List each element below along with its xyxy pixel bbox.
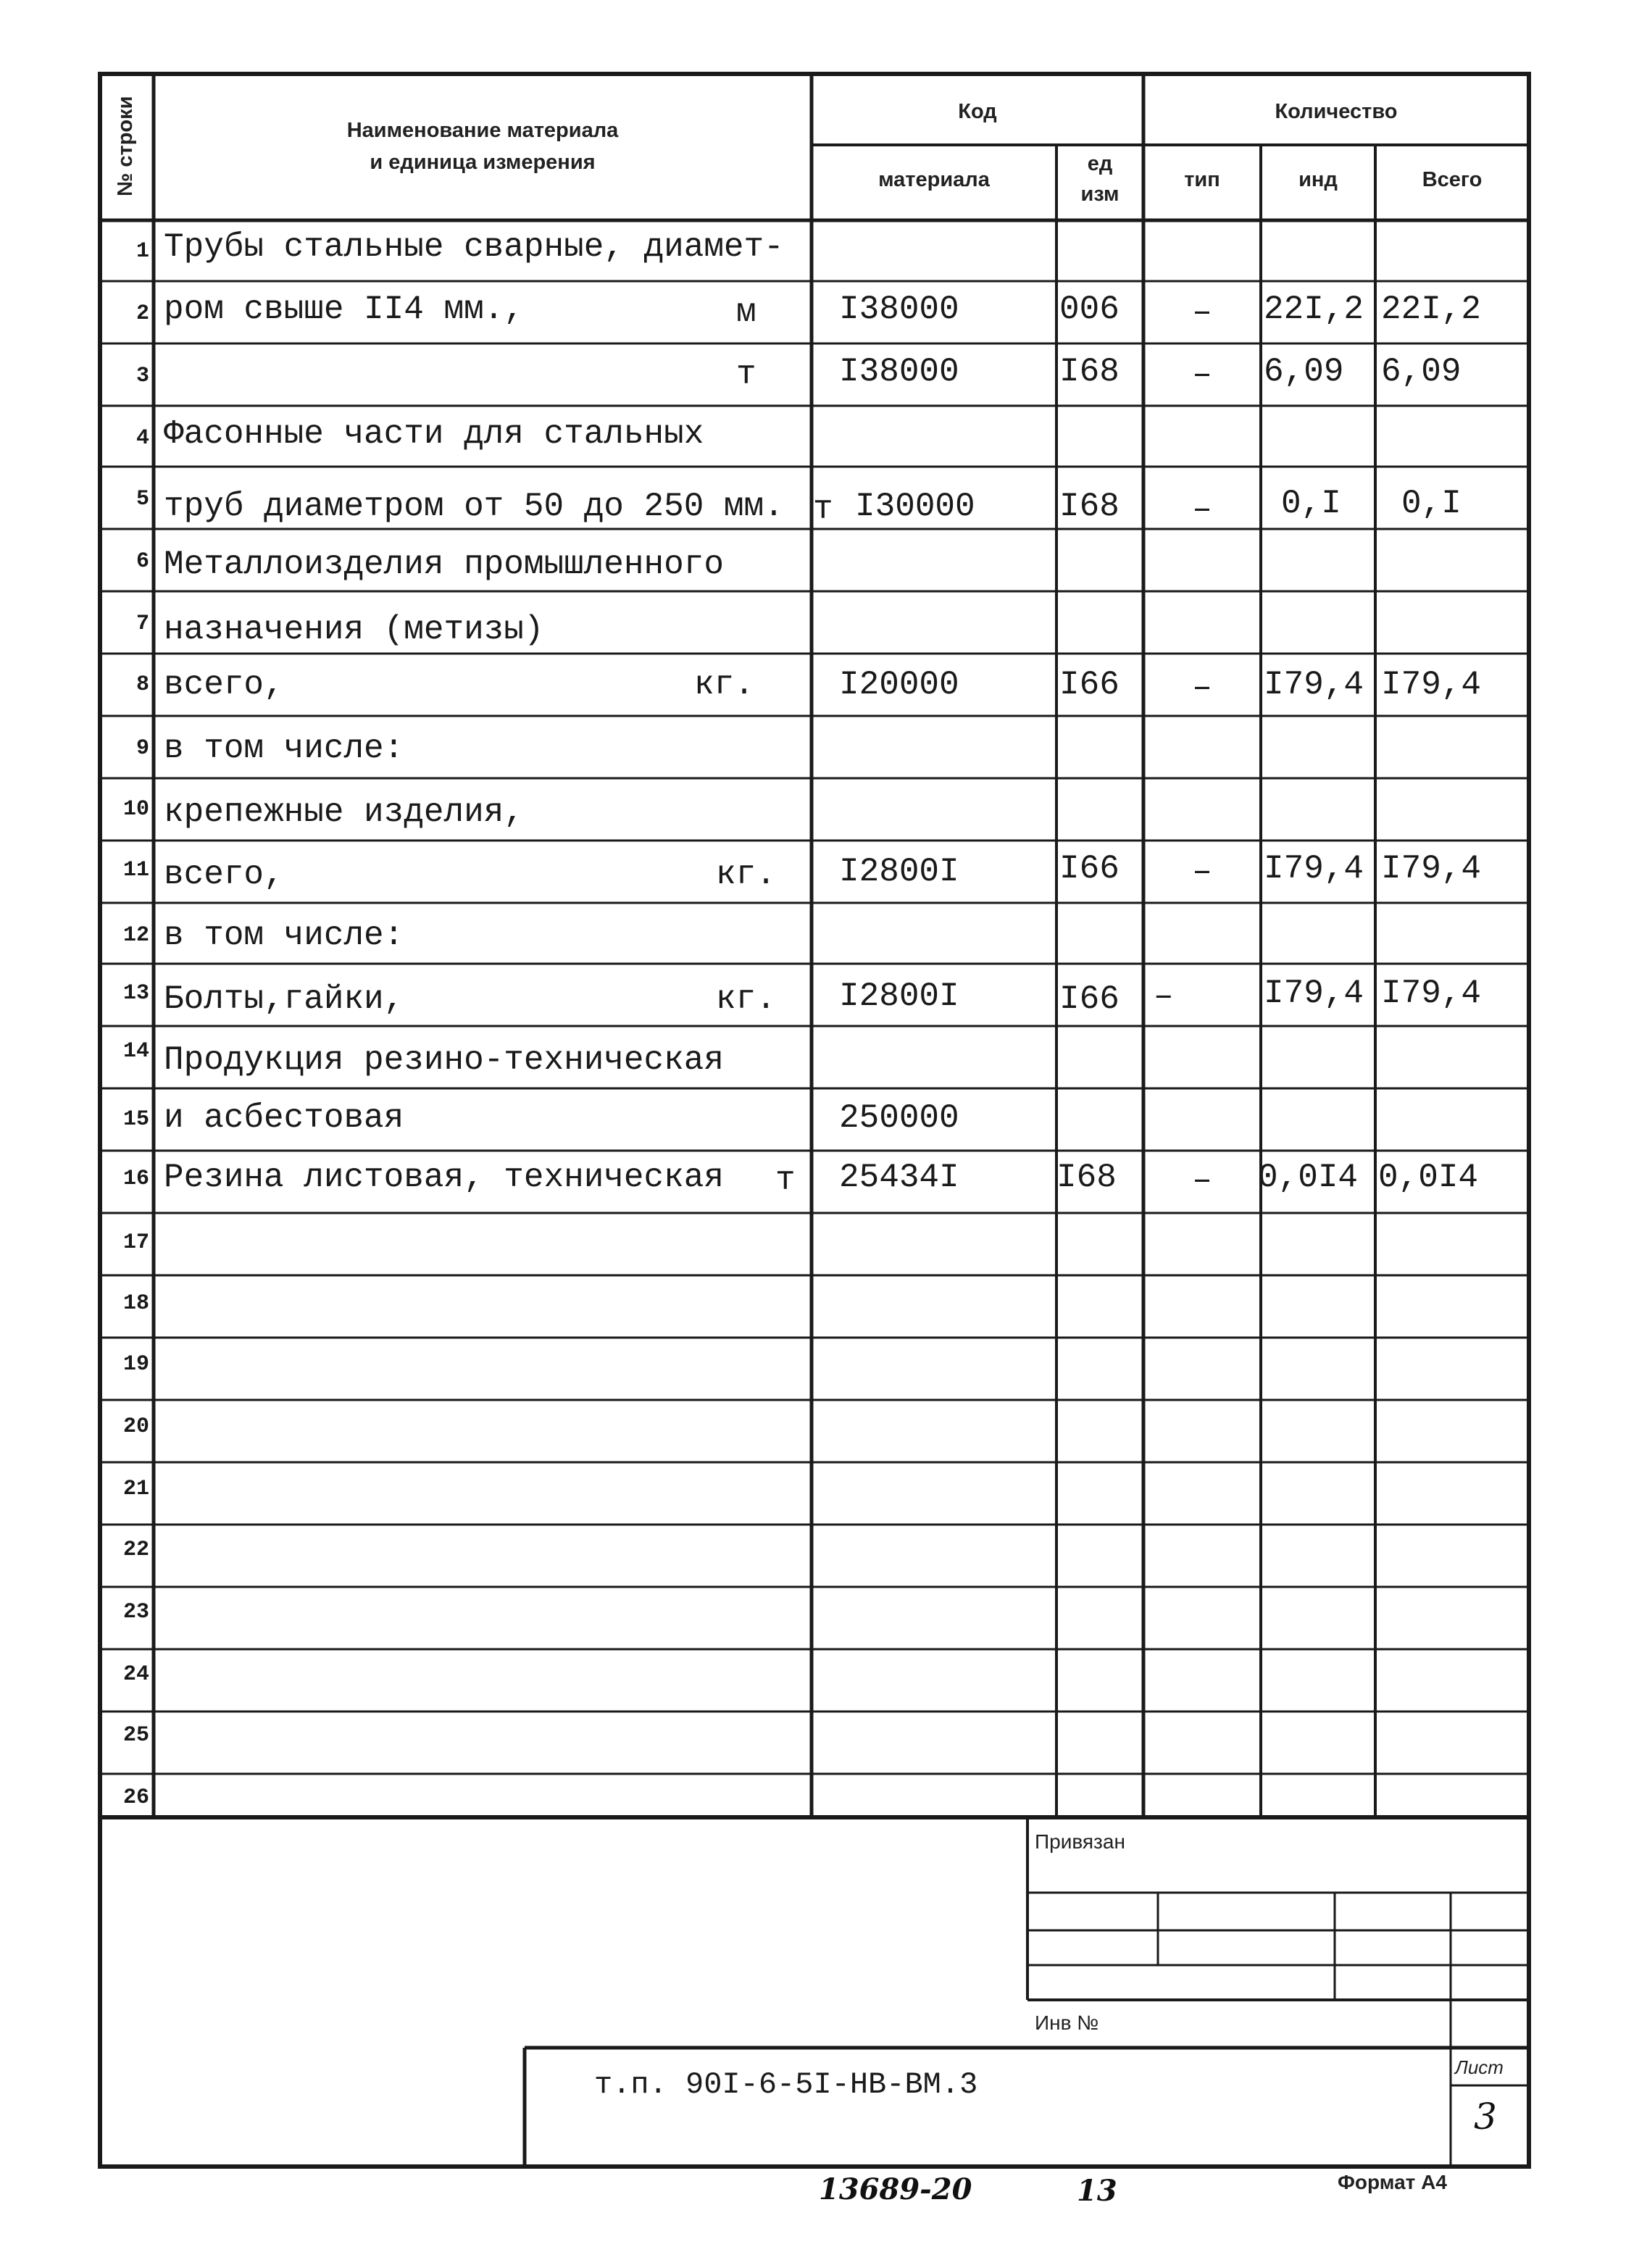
row-number: 12 [122, 923, 149, 948]
unit-code: I66 [1059, 980, 1120, 1018]
row-number: 14 [122, 1039, 149, 1064]
row-number: 26 [122, 1785, 149, 1810]
row-number: 15 [122, 1107, 149, 1132]
row-number: 10 [122, 797, 149, 822]
row-number: 13 [122, 981, 149, 1006]
qty-type: – [1192, 853, 1212, 891]
material-name: Металлоизделия промышленного [164, 546, 724, 583]
qty-total: I79,4 [1381, 666, 1482, 704]
material-name: труб диаметром от 50 до 250 мм. [164, 488, 784, 525]
material-unit: т [775, 1162, 796, 1199]
material-code: I38000 [839, 291, 959, 328]
row-number: 11 [122, 858, 149, 883]
code-unit-header-line1: ед [1087, 152, 1113, 175]
qty-type: – [1192, 1162, 1212, 1199]
material-name: всего, [164, 666, 284, 704]
qty-total: 0,I [1401, 485, 1462, 522]
material-code: I20000 [839, 666, 959, 704]
material-name: в том числе: [164, 917, 404, 954]
format-label: Формат А4 [1338, 2171, 1447, 2193]
qty-ind: 0,I [1281, 485, 1341, 522]
unit-code: I66 [1059, 850, 1120, 888]
material-unit: т [736, 356, 756, 393]
sheet-number: 3 [1474, 2096, 1497, 2138]
qty-ind: I79,4 [1264, 666, 1364, 704]
row-number: 24 [122, 1662, 149, 1687]
material-name: Фасонные части для стальных [164, 415, 704, 453]
material-name: Трубы стальные сварные, диамет- [164, 228, 784, 266]
privyazan-label: Привязан [1035, 1830, 1125, 1853]
row-number: 1 [136, 239, 149, 264]
material-unit: т [813, 491, 833, 528]
row-number: 2 [136, 301, 149, 326]
code-unit-header-line2: изм [1080, 183, 1120, 206]
material-unit: кг. [716, 980, 776, 1018]
qty-type: – [1154, 977, 1174, 1015]
row-number: 21 [122, 1477, 149, 1501]
qty-type: – [1192, 491, 1212, 528]
row-number: 23 [122, 1600, 149, 1625]
row-number: 8 [136, 672, 149, 697]
unit-code: 006 [1059, 291, 1120, 328]
material-name: Резина листовая, техническая [164, 1159, 724, 1196]
code-header: Код [958, 100, 997, 123]
material-name: Продукция резино-техническая [164, 1041, 724, 1079]
qty-ind: 0,0I4 [1258, 1159, 1359, 1196]
material-code: 250000 [839, 1099, 959, 1137]
material-unit: кг. [716, 856, 776, 893]
qty-total: I79,4 [1381, 975, 1482, 1012]
quantity-header: Количество [1275, 100, 1398, 123]
qty-ind: I79,4 [1264, 850, 1364, 888]
code-material-header: материала [878, 168, 990, 191]
material-name: крепежные изделия, [164, 793, 524, 831]
row-number: 7 [136, 612, 149, 636]
material-name: и асбестовая [164, 1099, 404, 1137]
row-number: 18 [122, 1291, 149, 1316]
row-number: 22 [122, 1538, 149, 1562]
qty-type: – [1192, 669, 1212, 706]
qty-total: I79,4 [1381, 850, 1482, 888]
qty-type: – [1192, 293, 1212, 331]
handwritten-page-number: 13 [1077, 2174, 1117, 2208]
qty-ind-header: инд [1298, 168, 1338, 191]
material-code: I2800I [839, 977, 959, 1015]
row-number: 3 [136, 364, 149, 388]
material-name: назначения (метизы) [164, 611, 544, 649]
unit-code: I68 [1059, 488, 1120, 525]
document-code: т.п. 90I-6-5I-НВ-ВМ.3 [594, 2067, 978, 2102]
qty-total: 6,09 [1381, 353, 1462, 391]
qty-type-header: тип [1184, 168, 1220, 191]
row-number: 5 [136, 487, 149, 512]
row-number: 25 [122, 1723, 149, 1748]
qty-ind: 22I,2 [1264, 291, 1364, 328]
material-name: в том числе: [164, 730, 404, 767]
material-code: I2800I [839, 853, 959, 891]
row-number: 17 [122, 1230, 149, 1255]
inventory-number-label: Инв № [1035, 2011, 1099, 2034]
material-code: 25434I [839, 1159, 959, 1196]
row-number-header: № строки [114, 96, 137, 196]
unit-code: I68 [1056, 1159, 1117, 1196]
material-code: I38000 [839, 353, 959, 391]
qty-total: 0,0I4 [1378, 1159, 1479, 1196]
material-unit: кг. [694, 666, 754, 704]
row-number: 19 [122, 1352, 149, 1377]
name-header-line1: Наименование материала [346, 119, 619, 142]
qty-ind: I79,4 [1264, 975, 1364, 1012]
material-name: всего, [164, 856, 284, 893]
material-name: ром свыше II4 мм., [164, 291, 524, 328]
handwritten-archive-number: 13689-20 [819, 2172, 972, 2206]
qty-type: – [1192, 356, 1212, 393]
unit-code: I68 [1059, 353, 1120, 391]
row-number: 6 [136, 549, 149, 574]
qty-ind: 6,09 [1264, 353, 1344, 391]
row-number: 4 [136, 426, 149, 451]
name-header-line2: и единица измерения [370, 151, 596, 174]
material-unit: м [736, 293, 756, 331]
qty-total-header: Всего [1422, 168, 1483, 191]
row-number: 9 [136, 736, 149, 761]
unit-code: I66 [1059, 666, 1120, 704]
row-number: 16 [122, 1167, 149, 1191]
qty-total: 22I,2 [1381, 291, 1482, 328]
row-number: 20 [122, 1414, 149, 1439]
sheet-label: Лист [1455, 2056, 1504, 2078]
material-code: I30000 [855, 488, 975, 525]
material-name: Болты,гайки, [164, 980, 404, 1018]
